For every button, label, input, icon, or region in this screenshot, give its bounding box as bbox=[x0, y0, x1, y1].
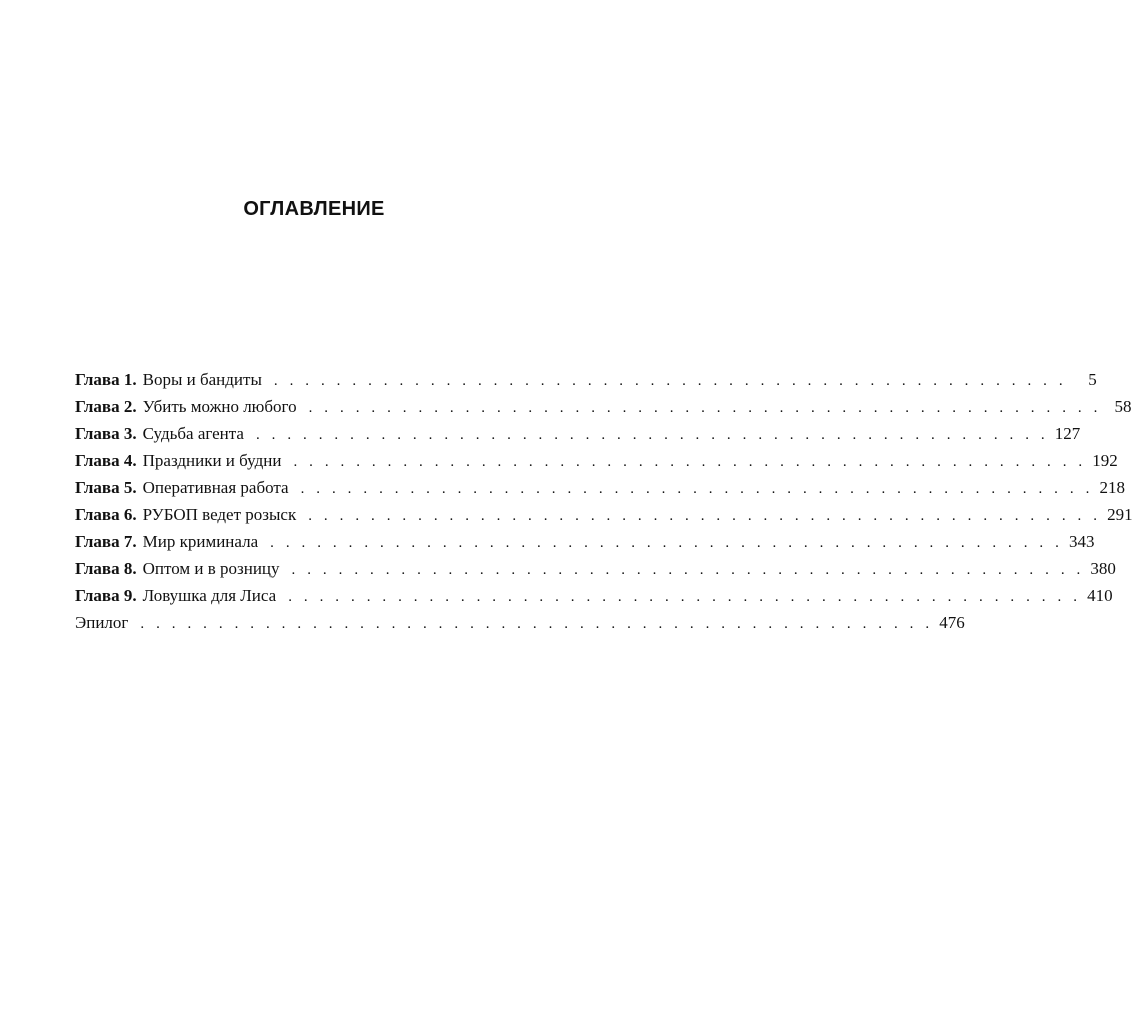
toc-entry bbox=[75, 609, 965, 636]
toc-entry bbox=[75, 474, 1125, 501]
table-of-contents bbox=[75, 366, 1133, 636]
dot-leader: . . . . . . . . . . . . . . . . . . . . . . . . . . . . . . . . . . . . . . . . . . . . . . . . . . . bbox=[308, 400, 1102, 416]
toc-entry bbox=[75, 420, 1081, 447]
toc-entry bbox=[75, 528, 1095, 555]
chapter-label: Глава 4. bbox=[75, 451, 137, 470]
entry-title: Ловушка для Лиса bbox=[142, 586, 277, 605]
page-number: 218 bbox=[1099, 478, 1125, 497]
dot-leader: . . . . . . . . . . . . . . . . . . . . . . . . . . . . . . . . . . . . . . . . . . . . . . . . . . . bbox=[291, 562, 1085, 578]
page-number: 343 bbox=[1068, 532, 1095, 551]
dot-leader: . . . . . . . . . . . . . . . . . . . . . . . . . . . . . . . . . . . . . . . . . . . . . . . . . . . bbox=[293, 454, 1087, 470]
chapter-label: Глава 1. bbox=[75, 370, 137, 389]
dot-leader: . . . . . . . . . . . . . . . . . . . . . . . . . . . . . . . . . . . . . . . . . . . . . . . . . . . bbox=[288, 589, 1082, 605]
chapter-label: Глава 9. bbox=[75, 586, 137, 605]
toc-entry bbox=[75, 447, 1118, 474]
page-number: 58 bbox=[1114, 397, 1132, 416]
entry-title: Оптом и в розницу bbox=[142, 559, 280, 578]
page-number: 5 bbox=[1088, 370, 1097, 389]
page-number: 291 bbox=[1107, 505, 1133, 524]
chapter-label: Глава 6. bbox=[75, 505, 137, 524]
chapter-label: Глава 3. bbox=[75, 424, 137, 443]
toc-entry bbox=[75, 393, 1132, 420]
toc-entry bbox=[75, 555, 1116, 582]
entry-title: РУБОП ведет розыск bbox=[142, 505, 297, 524]
page-number: 192 bbox=[1092, 451, 1118, 470]
entry-title: Убить можно любого bbox=[142, 397, 297, 416]
page-title: ОГЛАВЛЕНИЕ bbox=[243, 198, 385, 220]
dot-leader: . . . . . . . . . . . . . . . . . . . . . . . . . . . . . . . . . . . . . . . . . . . . . . . . . . . bbox=[308, 508, 1102, 524]
chapter-label: Глава 8. bbox=[75, 559, 137, 578]
entry-title: Судьба агента bbox=[142, 424, 244, 443]
dot-leader: . . . . . . . . . . . . . . . . . . . . . . . . . . . . . . . . . . . . . . . . . . . . . . . . . . . bbox=[140, 616, 934, 632]
chapter-label: Глава 2. bbox=[75, 397, 137, 416]
entry-title: Оперативная работа bbox=[142, 478, 289, 497]
toc-entry bbox=[75, 366, 1097, 393]
entry-title: Эпилог bbox=[75, 613, 129, 632]
entry-title: Мир криминала bbox=[142, 532, 259, 551]
dot-leader: . . . . . . . . . . . . . . . . . . . . . . . . . . . . . . . . . . . . . . . . . . . . . . . . . . . bbox=[270, 535, 1063, 551]
dot-leader: . . . . . . . . . . . . . . . . . . . . . . . . . . . . . . . . . . . . . . . . . . . . . . . . . . . bbox=[300, 481, 1094, 497]
entry-title: Воры и бандиты bbox=[142, 370, 262, 389]
entry-title: Праздники и будни bbox=[142, 451, 282, 470]
toc-entry bbox=[75, 501, 1133, 528]
page-number: 476 bbox=[939, 613, 965, 632]
dot-leader: . . . . . . . . . . . . . . . . . . . . . . . . . . . . . . . . . . . . . . . . . . . . . . . . . . . bbox=[273, 373, 1067, 389]
chapter-label: Глава 5. bbox=[75, 478, 137, 497]
page-number: 380 bbox=[1090, 559, 1116, 578]
page-number: 127 bbox=[1054, 424, 1081, 443]
dot-leader: . . . . . . . . . . . . . . . . . . . . . . . . . . . . . . . . . . . . . . . . . . . . . . . . . . . bbox=[255, 427, 1049, 443]
chapter-label: Глава 7. bbox=[75, 532, 137, 551]
page-number: 410 bbox=[1087, 586, 1113, 605]
toc-entry bbox=[75, 582, 1113, 609]
